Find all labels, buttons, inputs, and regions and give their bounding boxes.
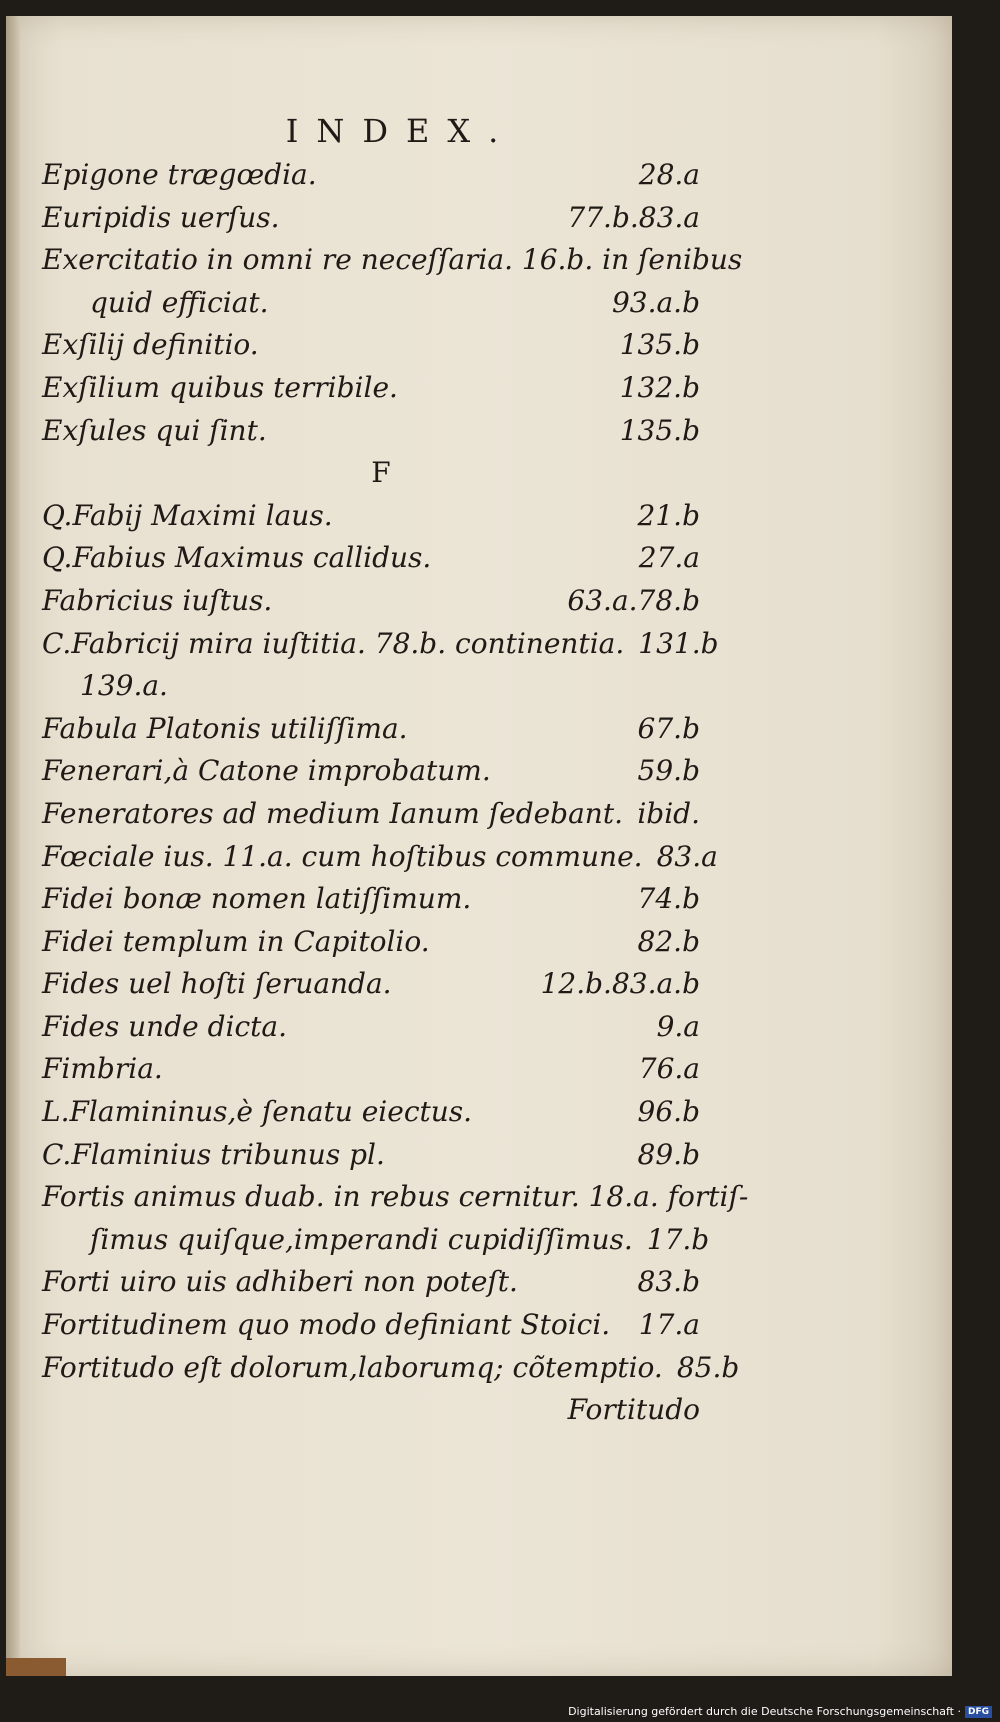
index-entry bbox=[42, 1304, 700, 1347]
entry-label: Fœciale ius. 11.a. cum hoſtibus commune. bbox=[42, 839, 643, 873]
entry-reference: 93.a.b bbox=[611, 285, 700, 319]
index-entry bbox=[42, 1134, 700, 1177]
index-entry bbox=[42, 623, 719, 666]
page-edge bbox=[6, 16, 20, 1676]
index-entry bbox=[42, 750, 700, 793]
entry-reference: 135.b bbox=[619, 413, 700, 447]
entry-reference: 9.a bbox=[656, 1009, 700, 1043]
index-entry bbox=[42, 665, 700, 708]
entry-reference: 77.b.83.a bbox=[567, 200, 700, 234]
index-entry bbox=[42, 1219, 710, 1262]
entry-label: Q.Fabius Maximus callidus. bbox=[42, 541, 432, 575]
index-entry bbox=[42, 154, 700, 197]
digitization-footer bbox=[568, 1705, 992, 1718]
entry-label: Q.Fabij Maximi laus. bbox=[42, 498, 333, 532]
entry-label: C.Flaminius tribunus pl. bbox=[42, 1137, 385, 1171]
entry-reference: 83.a bbox=[656, 839, 718, 873]
index-entry bbox=[42, 580, 700, 623]
entry-label: Fortitudo eſt dolorum,laborumq; cõtemptio. bbox=[42, 1350, 663, 1384]
entry-reference: 28.a bbox=[638, 158, 700, 191]
entry-label: Fortis animus duab. in rebus cernitur. 18.a. fortiſ- bbox=[42, 1180, 749, 1214]
entry-label: Fortitudinem quo modo definiant Stoici. bbox=[42, 1308, 611, 1342]
entry-label: Exſilium quibus terribile. bbox=[42, 370, 398, 404]
index-entry bbox=[42, 836, 718, 879]
entry-label: 139.a. bbox=[80, 669, 168, 703]
index-entry bbox=[42, 1261, 700, 1304]
entry-reference: 17.b bbox=[646, 1222, 710, 1256]
entry-reference: 21.b bbox=[637, 498, 700, 532]
entry-label: Exſilij definitio. bbox=[42, 328, 259, 362]
entry-label: Feneratores ad medium Ianum ſedebant. bbox=[42, 796, 623, 830]
entry-reference: 132.b bbox=[619, 370, 700, 404]
entry-label: Forti uiro uis adhiberi non poteſt. bbox=[42, 1265, 518, 1299]
index-entry bbox=[42, 963, 700, 1006]
index-entry bbox=[42, 921, 700, 964]
index-entry bbox=[42, 282, 700, 325]
entry-reference: 83.b bbox=[637, 1265, 700, 1299]
dfg-logo: DFG bbox=[965, 1706, 992, 1718]
index-entry bbox=[42, 410, 700, 453]
entry-reference: 135.b bbox=[619, 328, 700, 362]
index-text-block bbox=[42, 108, 749, 1432]
entry-reference: 63.a.78.b bbox=[567, 583, 700, 617]
entry-reference: 131.b bbox=[638, 626, 719, 660]
entry-reference: 96.b bbox=[637, 1095, 700, 1129]
entry-reference: 74.b bbox=[637, 882, 700, 916]
index-entry bbox=[42, 1176, 749, 1219]
entry-reference: ibid. bbox=[637, 796, 700, 830]
book-page bbox=[6, 16, 952, 1676]
section-letter: F bbox=[371, 456, 391, 490]
entry-reference: 27.a bbox=[638, 541, 700, 575]
page-header: INDEX. bbox=[285, 112, 517, 150]
entry-label: Fabula Platonis utiliſſima. bbox=[42, 711, 408, 745]
entry-label: Exercitatio in omni re neceſſaria. 16.b. in ſenibus bbox=[42, 243, 743, 277]
entry-label: ſimus quiſque,imperandi cupidiſſimus. bbox=[90, 1222, 633, 1256]
entry-label: Fidei templum in Capitolio. bbox=[42, 924, 430, 958]
entry-label: Fenerari,à Catone improbatum. bbox=[42, 754, 491, 788]
book-cover-corner bbox=[6, 1658, 66, 1676]
entry-reference: 67.b bbox=[637, 711, 700, 745]
entries-e-list bbox=[42, 154, 743, 452]
entry-reference: 59.b bbox=[637, 754, 700, 788]
entry-reference: 89.b bbox=[637, 1137, 700, 1171]
index-entry bbox=[42, 793, 700, 836]
entry-label: Euripidis uerſus. bbox=[42, 200, 280, 234]
index-entry bbox=[42, 1048, 700, 1091]
entry-label: L.Flamininus,è ſenatu eiectus. bbox=[42, 1095, 473, 1129]
index-entry bbox=[42, 878, 700, 921]
entry-reference: 82.b bbox=[637, 924, 700, 958]
entry-label: quid efficiat. bbox=[90, 285, 269, 319]
entry-label: Fimbria. bbox=[42, 1052, 163, 1086]
index-entry bbox=[42, 324, 700, 367]
entry-reference: 76.a bbox=[638, 1052, 700, 1086]
index-entry bbox=[42, 708, 700, 751]
index-entry bbox=[42, 367, 700, 410]
entry-label: Fides uel hoſti ſeruanda. bbox=[42, 967, 392, 1001]
index-entry bbox=[42, 1091, 700, 1134]
entry-label: Fabricius iuſtus. bbox=[42, 583, 273, 617]
catchword: Fortitudo bbox=[567, 1393, 700, 1427]
index-entry bbox=[42, 239, 743, 282]
entry-label: Epigone trægœdia. bbox=[42, 158, 317, 191]
entry-reference: 12.b.83.a.b bbox=[540, 967, 700, 1001]
index-entry bbox=[42, 197, 700, 240]
index-entry bbox=[42, 495, 700, 538]
index-entry bbox=[42, 1006, 700, 1049]
footer-text: Digitalisierung gefördert durch die Deutsche Forschungsgemeinschaft · bbox=[568, 1705, 961, 1718]
entry-reference: 85.b bbox=[676, 1350, 740, 1384]
entry-label: Fides unde dicta. bbox=[42, 1009, 288, 1043]
index-entry bbox=[42, 1347, 740, 1390]
entry-reference: 17.a bbox=[638, 1308, 700, 1342]
entry-label: Fidei bonæ nomen latiſſimum. bbox=[42, 882, 472, 916]
entry-label: Exſules qui ſint. bbox=[42, 413, 267, 447]
entries-f-list bbox=[42, 495, 749, 1389]
index-entry bbox=[42, 537, 700, 580]
entry-label: C.Fabricij mira iuſtitia. 78.b. continentia. bbox=[42, 626, 625, 660]
